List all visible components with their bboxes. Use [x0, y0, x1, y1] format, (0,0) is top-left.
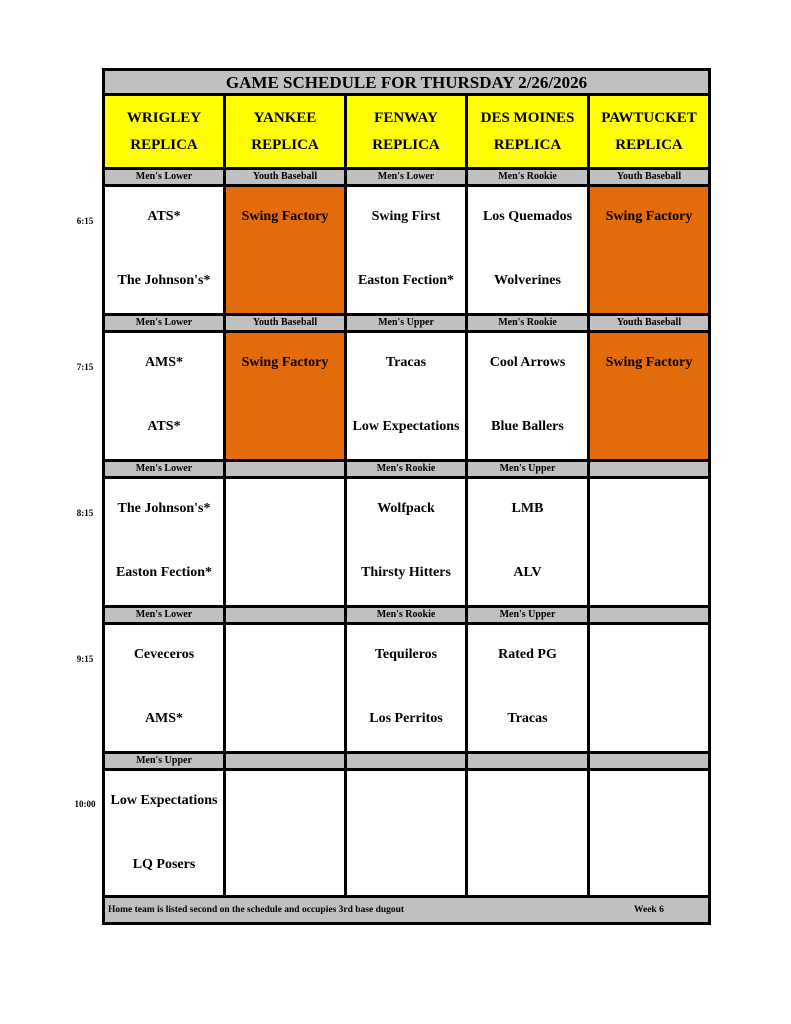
schedule-sheet	[102, 68, 711, 925]
game-cell	[347, 479, 468, 608]
game-cell-youth	[590, 333, 711, 462]
division-row	[102, 170, 711, 187]
field-subtitle: REPLICA	[615, 136, 683, 153]
away-team: Wolfpack	[377, 501, 435, 516]
division-label: Men's Rookie	[347, 608, 468, 625]
division-row	[102, 754, 711, 771]
home-team: Blue Ballers	[491, 419, 564, 434]
division-label: Men's Upper	[468, 462, 590, 479]
division-label: Men's Lower	[102, 170, 226, 187]
home-team: ATS*	[147, 419, 181, 434]
field-name: FENWAY	[374, 109, 438, 126]
schedule-footer	[102, 898, 711, 925]
field-subtitle: REPLICA	[493, 136, 562, 153]
division-label: Men's Rookie	[468, 170, 590, 187]
game-cell	[347, 771, 468, 898]
home-team: ALV	[513, 565, 542, 580]
schedule-title: GAME SCHEDULE FOR THURSDAY 2/26/2026	[102, 68, 711, 96]
game-cell	[347, 625, 468, 754]
game-cell	[468, 625, 590, 754]
field-name: PAWTUCKET	[601, 109, 697, 126]
time-slot-block	[102, 316, 711, 462]
division-label	[590, 608, 711, 625]
game-cell-youth	[590, 187, 711, 316]
game-cell	[468, 479, 590, 608]
division-label	[468, 754, 590, 771]
away-team: Low Expectations	[110, 793, 218, 808]
home-team: Los Perritos	[369, 711, 443, 726]
field-name: WRIGLEY	[126, 109, 202, 126]
home-team: The Johnson's*	[117, 273, 211, 288]
game-cell	[102, 333, 226, 462]
time-label: 8:15	[76, 508, 94, 518]
game-cell	[347, 187, 468, 316]
division-label	[590, 754, 711, 771]
division-label	[590, 462, 711, 479]
time-label: 7:15	[76, 362, 94, 372]
field-subtitle: REPLICA	[130, 136, 198, 153]
time-slot-block	[102, 462, 711, 608]
field-header-pawtucket	[590, 96, 711, 170]
division-row	[102, 462, 711, 479]
away-team: Swing Factory	[605, 355, 693, 370]
division-label	[226, 462, 347, 479]
division-label	[347, 754, 468, 771]
games-row	[102, 771, 711, 898]
division-label: Youth Baseball	[226, 316, 347, 333]
away-team: ATS*	[147, 209, 181, 224]
division-label: Men's Upper	[468, 608, 590, 625]
game-cell	[590, 771, 711, 898]
home-team-note: Home team is listed second on the schedule and occupies 3rd base dugout	[108, 905, 405, 915]
division-row	[102, 316, 711, 333]
division-label: Men's Lower	[347, 170, 468, 187]
time-label: 10:00	[74, 799, 96, 809]
game-cell	[226, 479, 347, 608]
home-team: Thirsty Hitters	[361, 565, 451, 580]
games-row	[102, 625, 711, 754]
away-team: Cool Arrows	[489, 355, 566, 370]
away-team: Swing Factory	[241, 209, 329, 224]
division-label: Men's Rookie	[468, 316, 590, 333]
game-cell	[102, 479, 226, 608]
home-team: Low Expectations	[352, 419, 460, 434]
away-team: Los Quemados	[482, 209, 573, 224]
field-header-des-moines	[468, 96, 590, 170]
games-row	[102, 333, 711, 462]
division-label: Youth Baseball	[226, 170, 347, 187]
home-team: LQ Posers	[132, 857, 196, 872]
time-label: 6:15	[76, 216, 94, 226]
field-header-wrigley	[102, 96, 226, 170]
division-label	[226, 754, 347, 771]
time-label: 9:15	[76, 654, 94, 664]
away-team: Tequileros	[374, 647, 438, 662]
week-label: Week 6	[634, 905, 664, 915]
division-label	[226, 608, 347, 625]
field-header-fenway	[347, 96, 468, 170]
game-cell	[102, 187, 226, 316]
game-cell	[347, 333, 468, 462]
game-cell	[468, 333, 590, 462]
division-label: Men's Upper	[102, 754, 226, 771]
home-team: Easton Fection*	[357, 273, 455, 288]
away-team: Tracas	[385, 355, 427, 370]
home-team: Wolverines	[494, 273, 561, 288]
game-cell	[226, 771, 347, 898]
time-slot-block	[102, 608, 711, 754]
games-row	[102, 479, 711, 608]
home-team: Easton Fection*	[115, 565, 213, 580]
home-team: Tracas	[507, 711, 548, 726]
game-cell	[102, 771, 226, 898]
away-team: AMS*	[144, 355, 184, 370]
game-cell	[468, 187, 590, 316]
field-subtitle: REPLICA	[251, 136, 319, 153]
division-label: Men's Lower	[102, 316, 226, 333]
field-header-yankee	[226, 96, 347, 170]
games-row	[102, 187, 711, 316]
home-team: AMS*	[144, 711, 184, 726]
field-name: YANKEE	[253, 109, 317, 126]
game-cell	[590, 625, 711, 754]
division-label: Youth Baseball	[590, 316, 711, 333]
game-cell-youth	[226, 187, 347, 316]
game-cell-youth	[226, 333, 347, 462]
away-team: Rated PG	[498, 647, 557, 662]
away-team: LMB	[511, 501, 544, 516]
division-label: Men's Lower	[102, 462, 226, 479]
division-label: Men's Upper	[347, 316, 468, 333]
away-team: Swing First	[371, 209, 441, 224]
away-team: Swing Factory	[241, 355, 329, 370]
time-slot-block	[102, 170, 711, 316]
division-label: Men's Rookie	[347, 462, 468, 479]
game-cell	[226, 625, 347, 754]
field-header-row	[102, 96, 711, 170]
field-name: DES MOINES	[480, 109, 575, 126]
away-team: Swing Factory	[605, 209, 693, 224]
division-label: Youth Baseball	[590, 170, 711, 187]
time-slot-block	[102, 754, 711, 898]
field-subtitle: REPLICA	[372, 136, 440, 153]
away-team: The Johnson's*	[117, 501, 211, 516]
division-row	[102, 608, 711, 625]
game-cell	[590, 479, 711, 608]
game-cell	[102, 625, 226, 754]
away-team: Ceveceros	[133, 647, 195, 662]
game-cell	[468, 771, 590, 898]
division-label: Men's Lower	[102, 608, 226, 625]
